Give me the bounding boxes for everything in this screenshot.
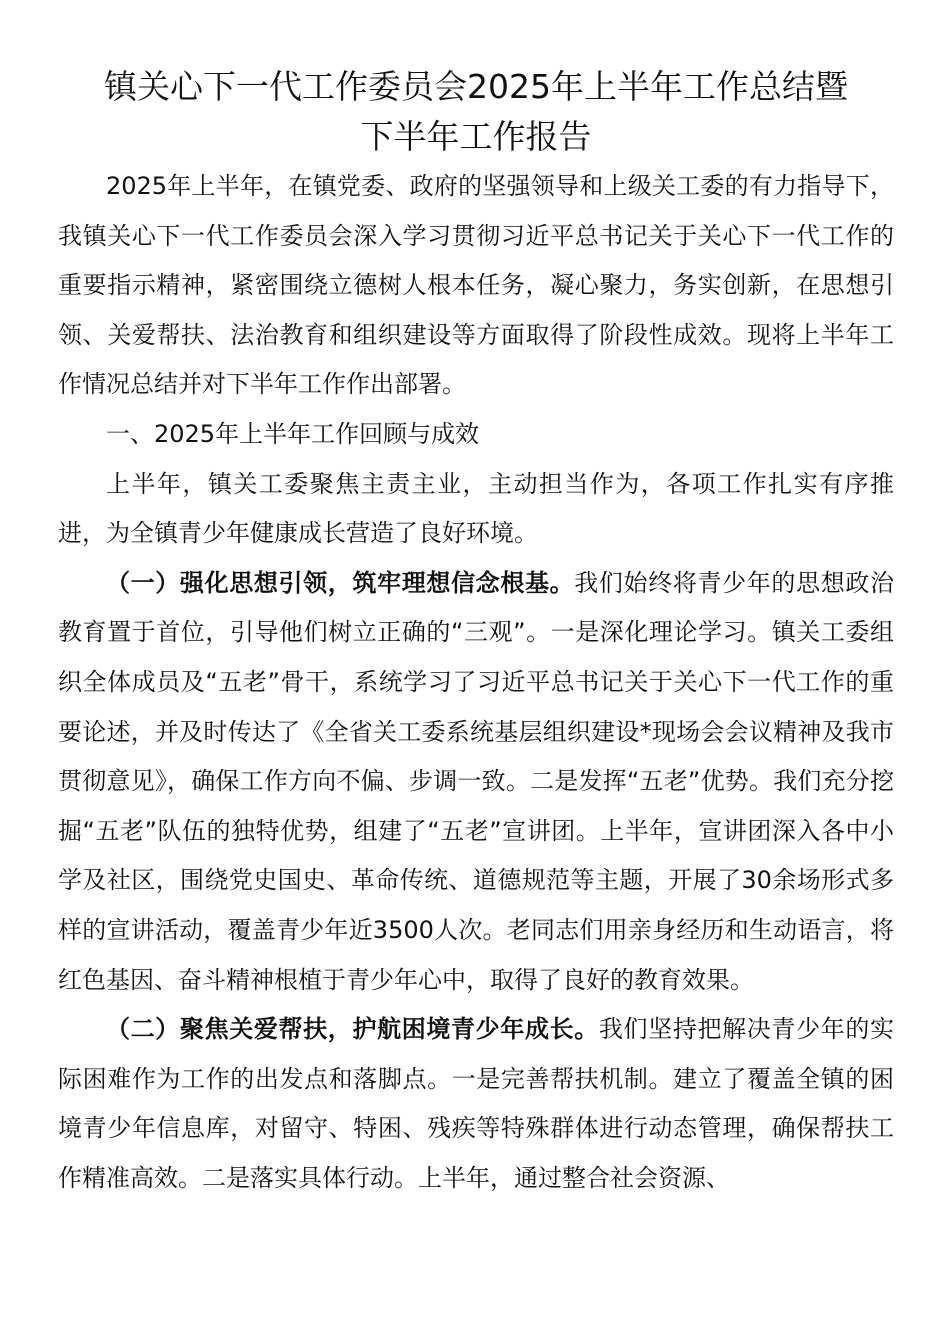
section-heading bbox=[58, 410, 894, 460]
subsection-1-text: 我们始终将青少年的思想政治教育置于首位，引导他们树立正确的“三观”。一是深化理论学习。镇关工委组织全体成员及“五老”骨干，系统学习了习近平总书记关于关心下一代工作的重要论述，并及时传达了《全省关工委系统基层组织建设*现场会会议精神及我市贯彻意见》，确保工作方向不偏、步调一致。二是发挥“五老”优势。我们充分挖掘“五老”队伍的独特优势，组建了“五老”宣讲团。上半年，宣讲团深入各中小学及社区，围绕党史国史、革命传统、道德规范等主题，开展了30余场形式多样的宣讲活动，覆盖青少年近3500人次。老同志们用亲身经历和生动语言，将红色基因、奋斗精神根植于青少年心中，取得了良好的教育效果。 bbox=[58, 568, 895, 994]
title-line-1: 镇关心下一代工作委员会2025年上半年工作总结暨 bbox=[104, 67, 848, 106]
intro-paragraph bbox=[58, 162, 894, 410]
subsection-2-text: 我们坚持把解决青少年的实际困难作为工作的出发点和落脚点。一是完善帮扶机制。建立了覆盖全镇的困境青少年信息库，对留守、特困、残疾等特殊群体进行动态管理，确保帮扶工作精准高效。二是落实具体行动。上半年，通过整合社会资源、 bbox=[58, 1015, 895, 1192]
subsection-1-heading: （一）强化思想引领，筑牢理想信念根基。 bbox=[106, 568, 575, 597]
subsection-2-paragraph bbox=[58, 1005, 894, 1203]
subsection-2-heading: （二）聚焦关爱帮扶，护航困境青少年成长。 bbox=[106, 1015, 599, 1044]
subsection-1-paragraph bbox=[58, 559, 894, 1005]
section-summary-paragraph bbox=[58, 460, 894, 559]
intro-text: 2025年上半年，在镇党委、政府的坚强领导和上级关工委的有力指导下，我镇关心下一代工作委员会深入学习贯彻习近平总书记关于关心下一代工作的重要指示精神，紧密围绕立德树人根本任务，凝心聚力，务实创新，在思想引领、关爱帮扶、法治教育和组织建设等方面取得了阶段性成效。现将上半年工作情况总结并对下半年工作作出部署。 bbox=[58, 172, 894, 399]
section-summary-text: 上半年，镇关工委聚焦主责主业，主动担当作为，各项工作扎实有序推进，为全镇青少年健康成长营造了良好环境。 bbox=[58, 469, 894, 548]
title-line-2: 下半年工作报告 bbox=[360, 117, 592, 156]
section-heading-text: 一、2025年上半年工作回顾与成效 bbox=[106, 419, 480, 448]
document-title bbox=[58, 62, 894, 162]
